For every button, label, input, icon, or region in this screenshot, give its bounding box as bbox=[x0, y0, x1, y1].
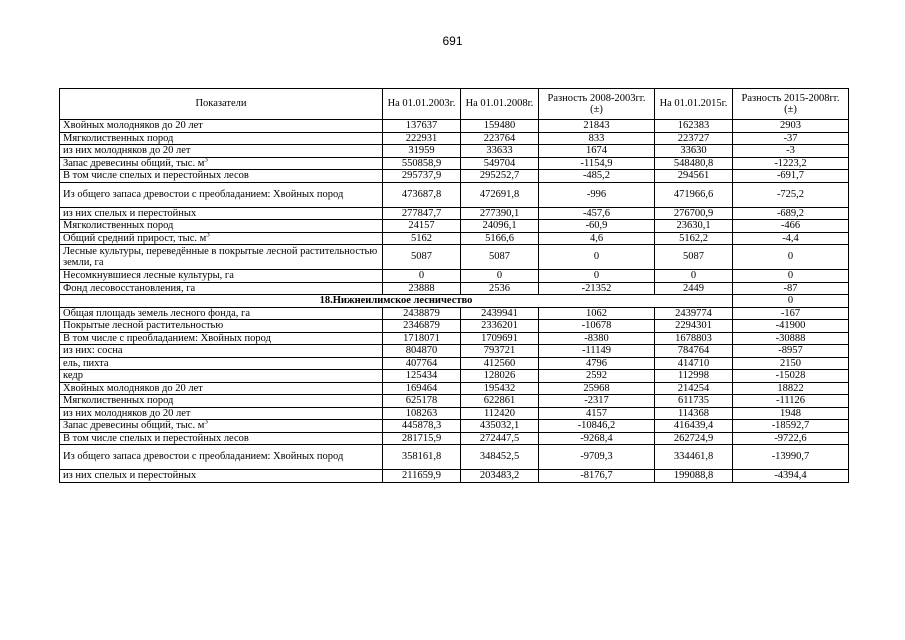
table-cell: -4394,4 bbox=[733, 470, 849, 483]
table-cell: -11126 bbox=[733, 395, 849, 408]
table-cell: 18822 bbox=[733, 382, 849, 395]
table-row bbox=[60, 182, 849, 207]
table-cell: -9268,4 bbox=[539, 432, 655, 445]
table-cell: 5162,2 bbox=[655, 232, 733, 245]
table-cell: 0 bbox=[733, 295, 849, 308]
table-cell: -60,9 bbox=[539, 220, 655, 233]
row-label-text: В том числе с преобладанием: Хвойных пород bbox=[63, 332, 271, 344]
table-cell: 4,6 bbox=[539, 232, 655, 245]
section-row bbox=[60, 295, 849, 308]
row-label bbox=[60, 207, 383, 220]
table-cell: -691,7 bbox=[733, 170, 849, 183]
row-label bbox=[60, 407, 383, 420]
table-cell: 412560 bbox=[461, 357, 539, 370]
table-row bbox=[60, 270, 849, 283]
unit-superscript: 3 bbox=[204, 157, 208, 163]
table-cell: -996 bbox=[539, 182, 655, 207]
table-cell: 223764 bbox=[461, 132, 539, 145]
row-label-text: Хвойных молодняков до 20 лет bbox=[63, 120, 203, 131]
table-cell: 21843 bbox=[539, 120, 655, 133]
table-cell: 1674 bbox=[539, 145, 655, 158]
table-cell: 108263 bbox=[383, 407, 461, 420]
row-label-text: Из общего запаса древостои с преобладанием: Хвойных пород bbox=[63, 451, 344, 463]
row-label-text: Общая площадь земель лесного фонда, га bbox=[63, 307, 251, 319]
table-cell: 128026 bbox=[461, 370, 539, 383]
row-label-text: В том числе спелых и перестойных лесов bbox=[63, 432, 249, 444]
table-row bbox=[60, 232, 849, 245]
row-label-text: Покрытые лесной растительностью bbox=[63, 320, 224, 331]
table-row bbox=[60, 245, 849, 270]
table-cell: -87 bbox=[733, 282, 849, 295]
table-cell: -41900 bbox=[733, 320, 849, 333]
row-label bbox=[60, 470, 383, 483]
table-cell: 169464 bbox=[383, 382, 461, 395]
row-label bbox=[60, 282, 383, 295]
table-body bbox=[60, 120, 849, 483]
row-label bbox=[60, 357, 383, 370]
table-cell: 25968 bbox=[539, 382, 655, 395]
row-label bbox=[60, 395, 383, 408]
table-row bbox=[60, 382, 849, 395]
table-cell: -725,2 bbox=[733, 182, 849, 207]
table-cell: -9722,6 bbox=[733, 432, 849, 445]
table-row bbox=[60, 207, 849, 220]
header-2015: На 01.01.2015г. bbox=[655, 89, 733, 120]
table-cell: 5166,6 bbox=[461, 232, 539, 245]
table-cell: 793721 bbox=[461, 345, 539, 358]
table-cell: 112420 bbox=[461, 407, 539, 420]
table-cell: 162383 bbox=[655, 120, 733, 133]
table-cell: 114368 bbox=[655, 407, 733, 420]
row-label-text: Запас древесины общий, тыс. м bbox=[63, 420, 205, 431]
table-cell: 2439774 bbox=[655, 307, 733, 320]
table-cell: 804870 bbox=[383, 345, 461, 358]
table-cell: 33630 bbox=[655, 145, 733, 158]
table-row bbox=[60, 445, 849, 470]
table-cell: 0 bbox=[733, 245, 849, 270]
row-label-text: из них молодняков до 20 лет bbox=[63, 145, 191, 156]
row-label bbox=[60, 182, 383, 207]
table-cell: 24157 bbox=[383, 220, 461, 233]
table-cell: 223727 bbox=[655, 132, 733, 145]
table-cell: 0 bbox=[733, 270, 849, 283]
table-row bbox=[60, 170, 849, 183]
table-row bbox=[60, 120, 849, 133]
table-cell: 262724,9 bbox=[655, 432, 733, 445]
table-cell: -18592,7 bbox=[733, 420, 849, 433]
table-cell: 2592 bbox=[539, 370, 655, 383]
table-cell: 2438879 bbox=[383, 307, 461, 320]
table-cell: -3 bbox=[733, 145, 849, 158]
table-cell: 112998 bbox=[655, 370, 733, 383]
row-label-text: Запас древесины общий, тыс. м bbox=[63, 157, 205, 169]
table-cell: 211659,9 bbox=[383, 470, 461, 483]
table-cell: 5087 bbox=[383, 245, 461, 270]
table-cell: -8957 bbox=[733, 345, 849, 358]
row-label-text: Лесные культуры, переведённые в покрытые лесной растительностью земли, га bbox=[63, 245, 378, 268]
table-cell: 2903 bbox=[733, 120, 849, 133]
table-cell: 203483,2 bbox=[461, 470, 539, 483]
table-row bbox=[60, 470, 849, 483]
table-row bbox=[60, 145, 849, 158]
table-cell: 295252,7 bbox=[461, 170, 539, 183]
row-label-text: Несомкнувшиеся лесные культуры, га bbox=[63, 270, 234, 281]
table-cell: 2336201 bbox=[461, 320, 539, 333]
table-cell: 416439,4 bbox=[655, 420, 733, 433]
section-title: 18.Нижнеилимское лесничество bbox=[60, 295, 733, 308]
table-cell: -30888 bbox=[733, 332, 849, 345]
table-cell: 1718071 bbox=[383, 332, 461, 345]
row-label bbox=[60, 220, 383, 233]
table-cell: 277847,7 bbox=[383, 207, 461, 220]
table-cell: 1709691 bbox=[461, 332, 539, 345]
row-label bbox=[60, 307, 383, 320]
table-cell: 281715,9 bbox=[383, 432, 461, 445]
table-cell: 272447,5 bbox=[461, 432, 539, 445]
table-cell: -10846,2 bbox=[539, 420, 655, 433]
table-cell: 0 bbox=[383, 270, 461, 283]
table-cell: 214254 bbox=[655, 382, 733, 395]
table-cell: -13990,7 bbox=[733, 445, 849, 470]
table-cell: 5087 bbox=[461, 245, 539, 270]
table-cell: 0 bbox=[539, 245, 655, 270]
table-row bbox=[60, 345, 849, 358]
table-cell: -8380 bbox=[539, 332, 655, 345]
table-cell: 195432 bbox=[461, 382, 539, 395]
header-2003: На 01.01.2003г. bbox=[383, 89, 461, 120]
row-label bbox=[60, 345, 383, 358]
table-cell: 199088,8 bbox=[655, 470, 733, 483]
row-label-text: из них спелых и перестойных bbox=[63, 470, 197, 481]
table-cell: 472691,8 bbox=[461, 182, 539, 207]
row-label bbox=[60, 170, 383, 183]
table-cell: 358161,8 bbox=[383, 445, 461, 470]
table-cell: 833 bbox=[539, 132, 655, 145]
table-cell: -167 bbox=[733, 307, 849, 320]
table-cell: 784764 bbox=[655, 345, 733, 358]
table-cell: 0 bbox=[539, 270, 655, 283]
table-row bbox=[60, 395, 849, 408]
table-cell: 1948 bbox=[733, 407, 849, 420]
table-cell: 0 bbox=[461, 270, 539, 283]
row-label-text: из них молодняков до 20 лет bbox=[63, 407, 191, 419]
table-cell: -4,4 bbox=[733, 232, 849, 245]
row-label bbox=[60, 132, 383, 145]
table-cell: 414710 bbox=[655, 357, 733, 370]
table-row bbox=[60, 332, 849, 345]
row-label-text: Из общего запаса древостои с преобладанием: Хвойных пород bbox=[63, 188, 344, 200]
row-label bbox=[60, 120, 383, 133]
table-row bbox=[60, 282, 849, 295]
table-cell: 4157 bbox=[539, 407, 655, 420]
row-label bbox=[60, 245, 383, 270]
row-label bbox=[60, 445, 383, 470]
table-row bbox=[60, 420, 849, 433]
table-cell: 550858,9 bbox=[383, 157, 461, 170]
row-label bbox=[60, 145, 383, 158]
table-cell: -15028 bbox=[733, 370, 849, 383]
row-label-text: кедр bbox=[63, 370, 83, 381]
row-label-text: Фонд лесовосстановления, га bbox=[63, 282, 196, 294]
table-cell: 622861 bbox=[461, 395, 539, 408]
table-cell: -8176,7 bbox=[539, 470, 655, 483]
row-label-text: В том числе спелых и перестойных лесов bbox=[63, 170, 249, 181]
table-cell: 24096,1 bbox=[461, 220, 539, 233]
table-row bbox=[60, 320, 849, 333]
row-label bbox=[60, 270, 383, 283]
table-cell: 473687,8 bbox=[383, 182, 461, 207]
table-cell: 31959 bbox=[383, 145, 461, 158]
header-2008: На 01.01.2008г. bbox=[461, 89, 539, 120]
row-label-text: из них спелых и перестойных bbox=[63, 207, 197, 219]
table-cell: 295737,9 bbox=[383, 170, 461, 183]
table-cell: 2294301 bbox=[655, 320, 733, 333]
table-cell: 222931 bbox=[383, 132, 461, 145]
table-cell: 33633 bbox=[461, 145, 539, 158]
table-cell: 625178 bbox=[383, 395, 461, 408]
table-cell: 276700,9 bbox=[655, 207, 733, 220]
row-label-text: ель, пихта bbox=[63, 357, 109, 369]
table-cell: 2346879 bbox=[383, 320, 461, 333]
table-cell: -11149 bbox=[539, 345, 655, 358]
page-number: 691 bbox=[442, 34, 463, 48]
table-cell: 4796 bbox=[539, 357, 655, 370]
table-row bbox=[60, 432, 849, 445]
table-cell: 2439941 bbox=[461, 307, 539, 320]
table-cell: -457,6 bbox=[539, 207, 655, 220]
table-cell: 125434 bbox=[383, 370, 461, 383]
row-label-text: Хвойных молодняков до 20 лет bbox=[63, 382, 203, 394]
table-cell: 407764 bbox=[383, 357, 461, 370]
table-cell: 1062 bbox=[539, 307, 655, 320]
table-row bbox=[60, 157, 849, 170]
table-cell: 137637 bbox=[383, 120, 461, 133]
header-diff-2008-2003: Разность 2008-2003гг. (±) bbox=[539, 89, 655, 120]
table-cell: -689,2 bbox=[733, 207, 849, 220]
header-indicators: Показатели bbox=[60, 89, 383, 120]
table-cell: -10678 bbox=[539, 320, 655, 333]
table-cell: -1223,2 bbox=[733, 157, 849, 170]
row-label bbox=[60, 382, 383, 395]
table-cell: 334461,8 bbox=[655, 445, 733, 470]
row-label-text: Мягколиственных пород bbox=[63, 220, 174, 231]
table-cell: 2150 bbox=[733, 357, 849, 370]
table-row bbox=[60, 357, 849, 370]
table-cell: 277390,1 bbox=[461, 207, 539, 220]
row-label bbox=[60, 320, 383, 333]
table-cell: -2317 bbox=[539, 395, 655, 408]
table-cell: 23888 bbox=[383, 282, 461, 295]
unit-superscript: 3 bbox=[204, 419, 208, 426]
table-cell: 348452,5 bbox=[461, 445, 539, 470]
table-cell: 549704 bbox=[461, 157, 539, 170]
table-cell: 159480 bbox=[461, 120, 539, 133]
row-label-text: Общий средний прирост, тыс. м bbox=[63, 232, 207, 244]
table-cell: 5162 bbox=[383, 232, 461, 245]
table-cell: -1154,9 bbox=[539, 157, 655, 170]
table-cell: -37 bbox=[733, 132, 849, 145]
table-row bbox=[60, 220, 849, 233]
table-cell: -21352 bbox=[539, 282, 655, 295]
table-cell: 548480,8 bbox=[655, 157, 733, 170]
table-cell: 0 bbox=[655, 270, 733, 283]
table-cell: 2449 bbox=[655, 282, 733, 295]
row-label bbox=[60, 232, 383, 245]
table-cell: 2536 bbox=[461, 282, 539, 295]
header-diff-2015-2008: Разность 2015-2008гг. (±) bbox=[733, 89, 849, 120]
table-cell: 611735 bbox=[655, 395, 733, 408]
table-cell: 1678803 bbox=[655, 332, 733, 345]
table-row bbox=[60, 132, 849, 145]
table-cell: -466 bbox=[733, 220, 849, 233]
row-label bbox=[60, 370, 383, 383]
table-row bbox=[60, 370, 849, 383]
row-label bbox=[60, 420, 383, 433]
table-cell: 471966,6 bbox=[655, 182, 733, 207]
row-label bbox=[60, 157, 383, 170]
forest-fund-table bbox=[59, 88, 849, 483]
table-cell: -485,2 bbox=[539, 170, 655, 183]
table-row bbox=[60, 307, 849, 320]
table-cell: 445878,3 bbox=[383, 420, 461, 433]
row-label-text: Мягколиственных пород bbox=[63, 395, 174, 406]
unit-superscript: 3 bbox=[206, 232, 210, 238]
table-cell: 435032,1 bbox=[461, 420, 539, 433]
row-label bbox=[60, 432, 383, 445]
table-cell: 294561 bbox=[655, 170, 733, 183]
table-cell: 5087 bbox=[655, 245, 733, 270]
row-label-text: Мягколиственных пород bbox=[63, 132, 174, 144]
table-cell: -9709,3 bbox=[539, 445, 655, 470]
row-label bbox=[60, 332, 383, 345]
row-label-text: из них: сосна bbox=[63, 345, 123, 356]
table-row bbox=[60, 407, 849, 420]
table-cell: 23630,1 bbox=[655, 220, 733, 233]
table-header-row bbox=[60, 89, 849, 120]
